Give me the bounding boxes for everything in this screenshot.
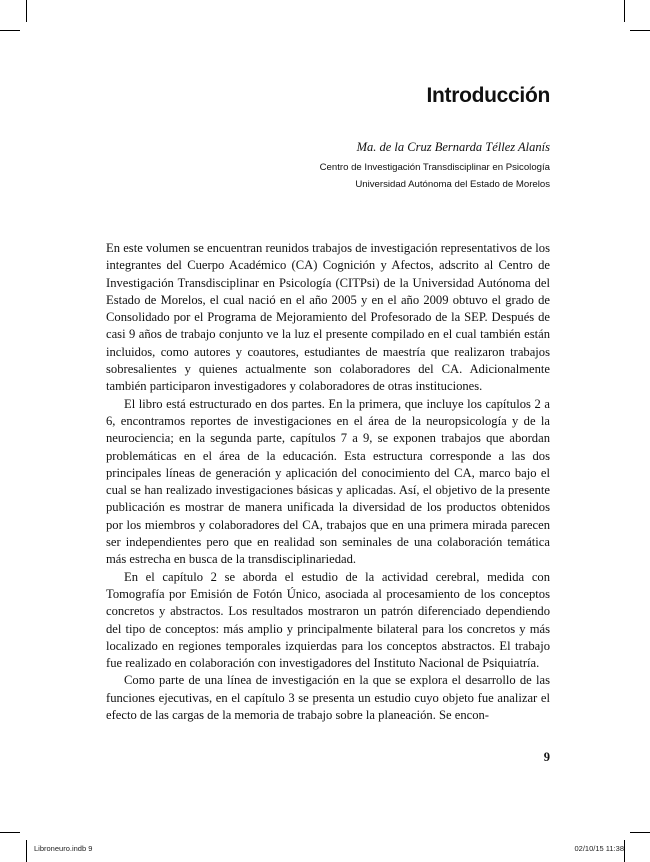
chapter-title: Introducción bbox=[426, 84, 550, 107]
page-number: 9 bbox=[543, 750, 550, 764]
paragraph: Como parte de una línea de investigación en la que se explora el desarrollo de las funciones ejecutivas, en el capítulo 3 se presenta un estudio cuyo objeto fue analizar el efecto de las cargas de la memoria de trabajo sobre la planeación. Se encon- bbox=[106, 673, 550, 723]
body-text bbox=[106, 240, 550, 724]
crop-mark bbox=[0, 832, 20, 833]
paragraph: En este volumen se encuentran reunidos trabajos de investigación representativos de los integrantes del Cuerpo Académico (CA) Cognición y Afectos, adscrito al Centro de Investigación Transdisciplinar en Psicología (CITPsi) de la Universidad Autónoma del Estado de Morelos, el cual nació en el año 2005 y en el año 2009 obtuvo el grado de Consolidado por el Programa de Mejoramiento del Profesorado de la SEP. Después de casi 9 años de trabajo conjunto ve la luz el presente compilado en el cual también están incluidos, como autores y coautores, estudiantes de maestría que realizaron trabajos sobresalientes y quienes actualmente son colaboradores del CA. Adicionalmente también participaron investigadores y colaboradores de otras instituciones. bbox=[106, 241, 550, 394]
crop-mark bbox=[26, 840, 27, 862]
affiliation-university: Universidad Autónoma del Estado de Morelos bbox=[355, 179, 550, 190]
slug-filename: Libroneuro.indb 9 bbox=[34, 844, 93, 853]
affiliation-center: Centro de Investigación Transdisciplinar en Psicología bbox=[319, 162, 550, 173]
paragraph: El libro está estructurado en dos partes. En la primera, que incluye los capítulos 2 a 6, encontramos reportes de investigaciones en el área de la neuropsicología y de la neurociencia; en la segunda parte, capítulos 7 a 9, se exponen trabajos que abordan problemáticas en el área de la educación. Esta estructura corresponde a las dos principales líneas de generación y aplicación del conocimiento del CA, marco bajo el cual se han realizado investigaciones básicas y aplicadas. Así, el objetivo de la presente publicación es mostrar de manera unificada la diversidad de los productos obtenidos por los miembros y colaboradores del CA, trabajos que en una primera mirada parecen ser independientes pero que en realidad son seminales de una colaboración temática más estrecha en busca de la transdisciplinariedad. bbox=[106, 396, 550, 567]
crop-mark bbox=[630, 30, 650, 31]
crop-mark bbox=[26, 0, 27, 22]
paragraph: En el capítulo 2 se aborda el estudio de la actividad cerebral, medida con Tomografía por Emisión de Fotón Único, asociada al procesamiento de los conceptos concretos y abstractos. Los resultados mostraron un patrón diferenciado dependiendo del tipo de conceptos: más amplio y principalmente bilateral para los concretos y más localizado en regiones temporales izquierdas para los conceptos abstractos. El trabajo fue realizado en colaboración con investigadores del Instituto Nacional de Psiquiatría. bbox=[106, 569, 550, 671]
slug-timestamp: 02/10/15 11:38 bbox=[574, 844, 624, 853]
crop-mark bbox=[0, 30, 20, 31]
crop-mark bbox=[630, 832, 650, 833]
author-name: Ma. de la Cruz Bernarda Téllez Alanís bbox=[356, 140, 550, 154]
crop-mark bbox=[624, 0, 625, 22]
crop-mark bbox=[624, 840, 625, 862]
